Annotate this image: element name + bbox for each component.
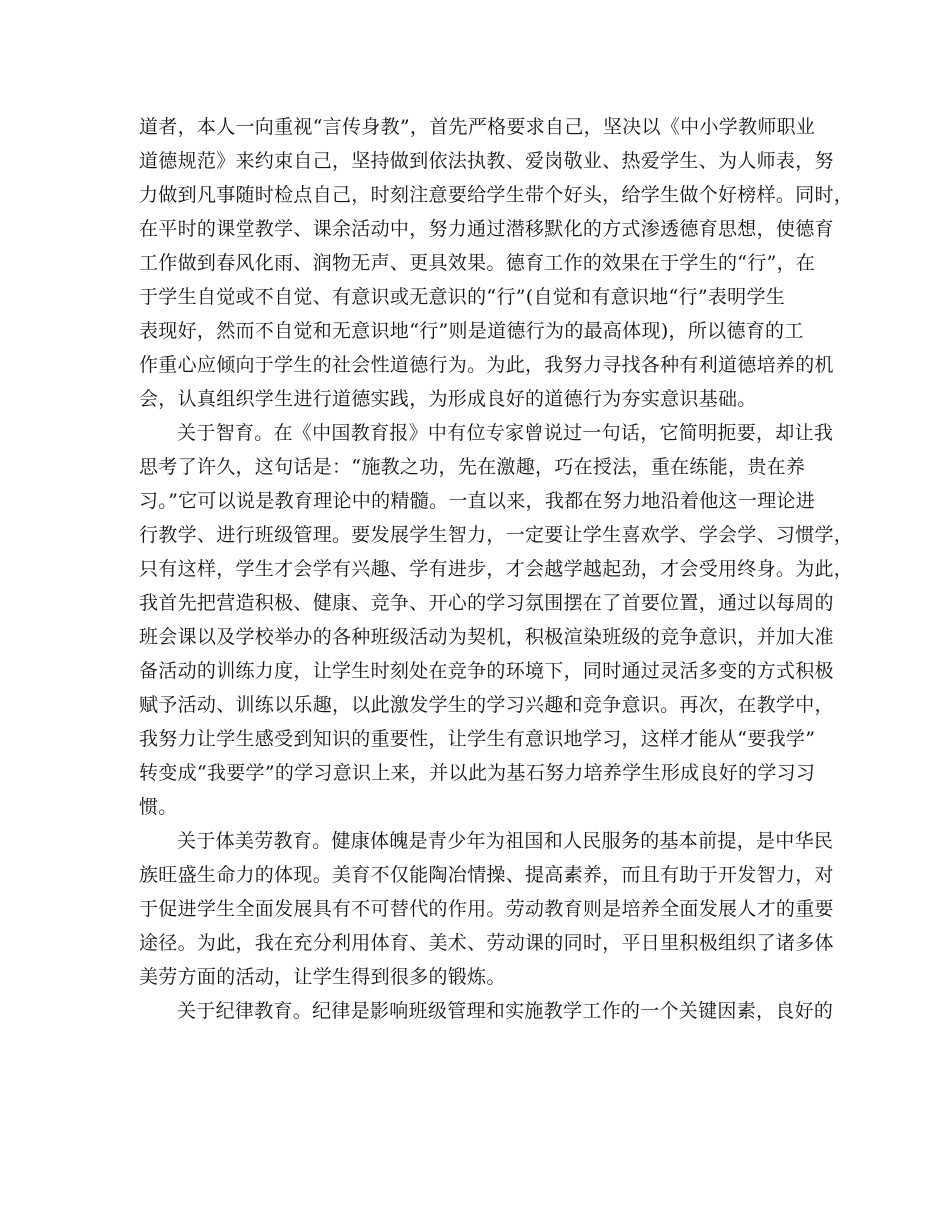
text-line: 道德规范》来约束自己，坚持做到依法执教、爱岗敬业、热爱学生、为人师表，努 xyxy=(139,150,834,172)
text-line: 族旺盛生命力的体现。美育不仅能陶冶情操、提高素养，而且有助于开发智力，对 xyxy=(139,864,834,886)
text-line: 备活动的训练力度，让学生时刻处在竞争的环境下，同时通过灵活多变的方式积极 xyxy=(139,660,834,682)
text-line: 力做到凡事随时检点自己，时刻注意要给学生带个好头，给学生做个好榜样。同时， xyxy=(139,184,854,206)
text-line: 美劳方面的活动，让学生得到很多的锻炼。 xyxy=(139,966,506,988)
text-line: 我首先把营造积极、健康、竞争、开心的学习氛围摆在了首要位置，通过以每周的 xyxy=(139,592,834,614)
paragraph-moral-education xyxy=(139,110,854,416)
text-line: 道者，本人一向重视“言传身教”，首先严格要求自己，坚决以《中小学教师职业 xyxy=(139,116,816,138)
text-line: 只有这样，学生才会学有兴趣、学有进步，才会越学越起劲，才会受用终身。为此， xyxy=(139,558,854,580)
text-line: 工作做到春风化雨、润物无声、更具效果。德育工作的效果在于学生的“行”，在 xyxy=(139,252,816,274)
text-line: 思考了许久，这句话是：“施教之功，先在激趣，巧在授法，重在练能，贵在养 xyxy=(139,456,806,478)
text-line: 在平时的课堂教学、课余活动中，努力通过潜移默化的方式渗透德育思想，使德育 xyxy=(139,218,834,240)
paragraph-discipline-education xyxy=(139,994,834,1028)
text-line: 作重心应倾向于学生的社会性道德行为。为此，我努力寻找各种有利道德培养的机 xyxy=(139,354,834,376)
text-line: 行教学、进行班级管理。要发展学生智力，一定要让学生喜欢学、学会学、习惯学， xyxy=(139,524,854,546)
text-line: 关于纪律教育。纪律是影响班级管理和实施教学工作的一个关键因素，良好的 xyxy=(177,1000,834,1022)
text-line: 班会课以及学校举办的各种班级活动为契机，积极渲染班级的竞争意识，并加大准 xyxy=(139,626,834,648)
text-line: 表现好，然而不自觉和无意识地“行”则是道德行为的最高体现)，所以德育的工 xyxy=(139,320,804,342)
paragraph-intellectual-education xyxy=(139,416,854,824)
text-line: 于促进学生全面发展具有不可替代的作用。劳动教育则是培养全面发展人才的重要 xyxy=(139,898,834,920)
text-line: 习。”它可以说是教育理论中的精髓。一直以来，我都在努力地沿着他这一理论进 xyxy=(139,490,816,512)
paragraph-physical-aesthetic-labor-education xyxy=(139,824,834,994)
document-body xyxy=(139,110,854,1028)
text-line: 我努力让学生感受到知识的重要性，让学生有意识地学习，这样才能从“要我学” xyxy=(139,728,816,750)
text-line: 关于体美劳教育。健康体魄是青少年为祖国和人民服务的基本前提，是中华民 xyxy=(177,830,834,852)
text-line: 惯。 xyxy=(139,796,178,818)
text-line: 转变成“我要学”的学习意识上来，并以此为基石努力培养学生形成良好的学习习 xyxy=(139,762,816,784)
text-line: 赋予活动、训练以乐趣，以此激发学生的学习兴趣和竞争意识。再次，在教学中， xyxy=(139,694,834,716)
text-line: 于学生自觉或不自觉、有意识或无意识的“行”(自觉和有意识地“行”表明学生 xyxy=(139,286,786,308)
text-line: 关于智育。在《中国教育报》中有位专家曾说过一句话，它简明扼要，却让我 xyxy=(177,422,834,444)
text-line: 途径。为此，我在充分利用体育、美术、劳动课的同时，平日里积极组织了诸多体 xyxy=(139,932,834,954)
text-line: 会，认真组织学生进行道德实践，为形成良好的道德行为夯实意识基础。 xyxy=(139,388,757,410)
